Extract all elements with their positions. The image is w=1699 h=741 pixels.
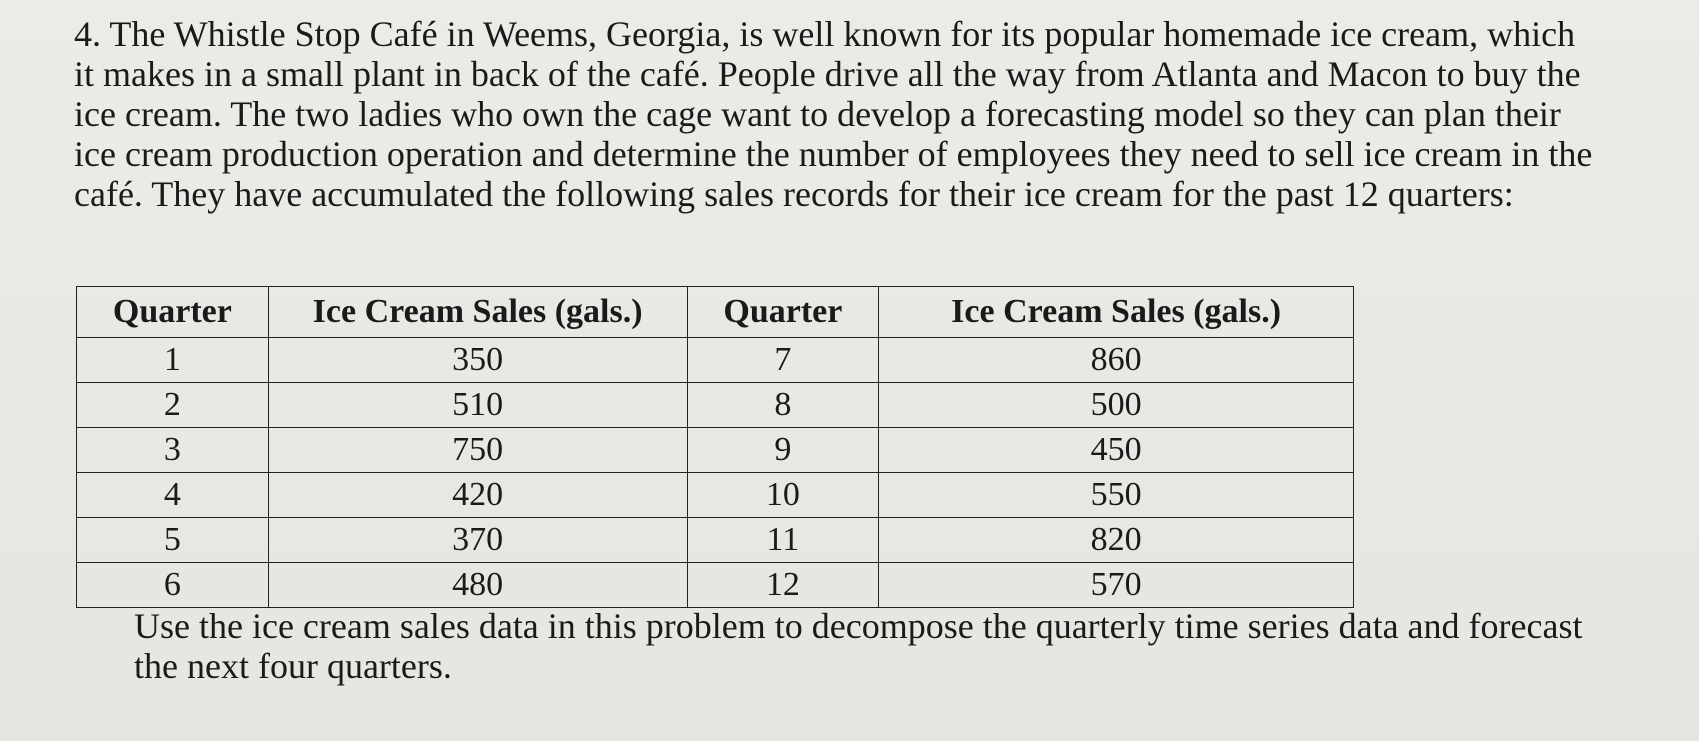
table-cell: 5 bbox=[77, 518, 269, 563]
table-cell: 11 bbox=[687, 518, 879, 563]
sales-table-container bbox=[76, 286, 1354, 608]
table-row bbox=[77, 383, 1354, 428]
table-cell: 2 bbox=[77, 383, 269, 428]
instruction-text: Use the ice cream sales data in this problem to decompose the quarterly time series data and forecast the next four quarters. bbox=[134, 606, 1583, 686]
table-row bbox=[77, 518, 1354, 563]
sales-table bbox=[76, 286, 1354, 608]
table-cell: 7 bbox=[687, 338, 879, 383]
table-row bbox=[77, 473, 1354, 518]
table-cell: 4 bbox=[77, 473, 269, 518]
table-cell: 420 bbox=[268, 473, 687, 518]
table-row bbox=[77, 338, 1354, 383]
table-cell: 8 bbox=[687, 383, 879, 428]
column-header: Ice Cream Sales (gals.) bbox=[268, 287, 687, 338]
table-cell: 12 bbox=[687, 563, 879, 608]
table-row bbox=[77, 428, 1354, 473]
table-cell: 370 bbox=[268, 518, 687, 563]
table-cell: 500 bbox=[879, 383, 1354, 428]
table-cell: 860 bbox=[879, 338, 1354, 383]
table-cell: 3 bbox=[77, 428, 269, 473]
table-row bbox=[77, 563, 1354, 608]
problem-statement: 4. The Whistle Stop Café in Weems, Georgia, is well known for its popular homemade ice cream, which it makes in a small plant in back of the café. People drive all the way from Atlanta and Macon to buy the ice cream. The two ladies who own the cage want to develop a forecasting model so they can plan their ice cream production operation and determine the number of employees they need to sell ice cream in the café. They have accumulated the following sales records for their ice cream for the past 12 quarters: bbox=[74, 14, 1593, 214]
table-cell: 820 bbox=[879, 518, 1354, 563]
table-cell: 6 bbox=[77, 563, 269, 608]
table-cell: 510 bbox=[268, 383, 687, 428]
table-cell: 350 bbox=[268, 338, 687, 383]
table-cell: 570 bbox=[879, 563, 1354, 608]
table-cell: 750 bbox=[268, 428, 687, 473]
table-header-row bbox=[77, 287, 1354, 338]
table-cell: 10 bbox=[687, 473, 879, 518]
table-cell: 480 bbox=[268, 563, 687, 608]
column-header: Ice Cream Sales (gals.) bbox=[879, 287, 1354, 338]
table-cell: 1 bbox=[77, 338, 269, 383]
column-header: Quarter bbox=[687, 287, 879, 338]
table-cell: 9 bbox=[687, 428, 879, 473]
table-cell: 450 bbox=[879, 428, 1354, 473]
table-cell: 550 bbox=[879, 473, 1354, 518]
column-header: Quarter bbox=[77, 287, 269, 338]
